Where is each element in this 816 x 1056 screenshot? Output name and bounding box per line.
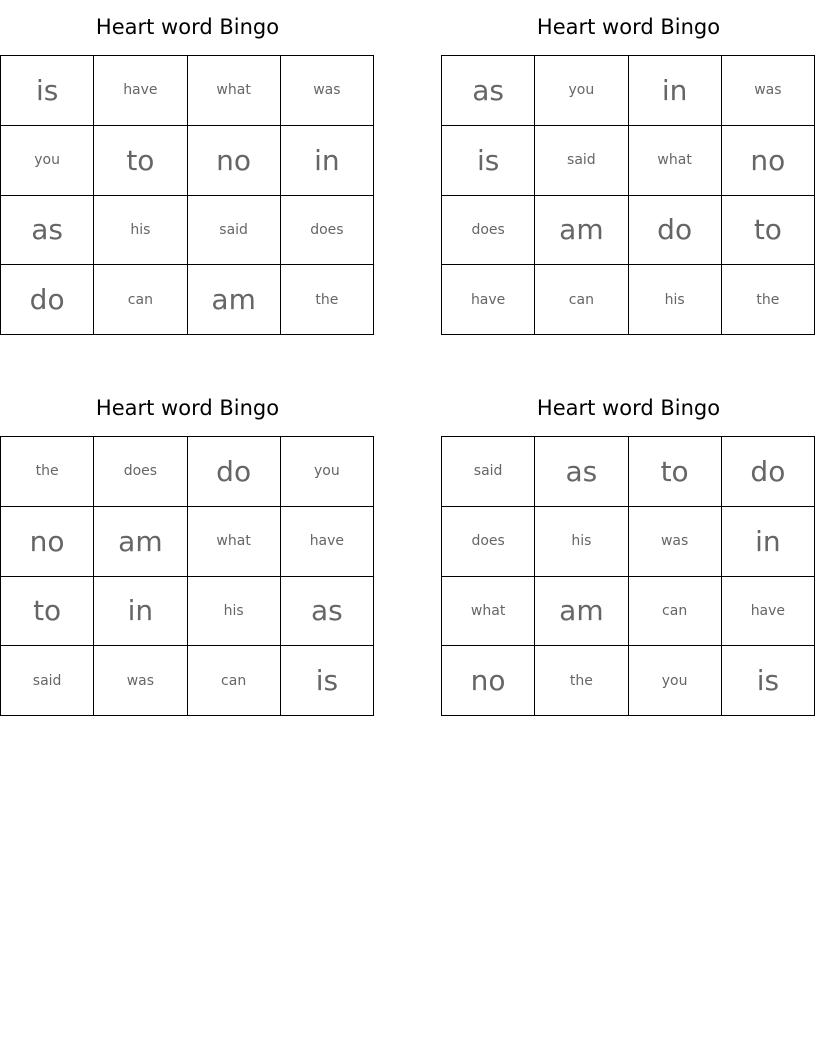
bingo-cell: no [188,126,281,196]
bingo-cell: do [722,437,815,507]
bingo-card-4 [441,381,816,698]
card-title: Heart word Bingo [536,396,721,420]
bingo-cell: in [281,126,374,196]
bingo-cell: have [94,56,187,126]
bingo-cell: the [1,437,94,507]
bingo-cell: in [629,56,722,126]
bingo-cell: is [281,646,374,716]
bingo-cell: to [629,437,722,507]
bingo-cell: am [94,507,187,577]
bingo-cell: you [629,646,722,716]
bingo-cell: said [188,196,281,266]
bingo-cell: in [94,577,187,647]
bingo-cell: as [1,196,94,266]
bingo-cell: what [442,577,535,647]
bingo-cell: as [535,437,628,507]
bingo-cell: said [1,646,94,716]
bingo-grid [441,55,815,335]
bingo-cell: his [94,196,187,266]
bingo-cell: the [722,265,815,335]
bingo-cell: have [442,265,535,335]
bingo-cell: as [281,577,374,647]
card-title: Heart word Bingo [95,15,280,39]
bingo-cell: his [629,265,722,335]
bingo-cell: you [535,56,628,126]
bingo-cell: said [535,126,628,196]
bingo-cell: am [535,577,628,647]
bingo-cell: to [94,126,187,196]
bingo-cell: does [281,196,374,266]
bingo-grid [0,55,374,335]
bingo-card-1 [0,0,375,317]
bingo-cell: his [535,507,628,577]
bingo-cell: what [188,507,281,577]
bingo-cell: does [442,196,535,266]
bingo-cell: you [281,437,374,507]
bingo-cell: was [722,56,815,126]
bingo-cell: in [722,507,815,577]
bingo-cell: the [535,646,628,716]
card-title: Heart word Bingo [95,396,280,420]
bingo-cell: do [1,265,94,335]
bingo-cell: to [1,577,94,647]
bingo-card-3 [0,381,375,698]
bingo-cell: was [629,507,722,577]
card-title: Heart word Bingo [536,15,721,39]
bingo-cell: have [722,577,815,647]
bingo-cell: his [188,577,281,647]
bingo-cell: is [442,126,535,196]
bingo-cell: you [1,126,94,196]
bingo-cell: the [281,265,374,335]
bingo-cell: can [629,577,722,647]
bingo-cell: is [1,56,94,126]
bingo-grid [441,436,815,716]
bingo-cell: am [535,196,628,266]
bingo-cell: was [281,56,374,126]
bingo-cell: said [442,437,535,507]
bingo-cell: was [94,646,187,716]
bingo-cell: no [722,126,815,196]
bingo-cell: do [629,196,722,266]
bingo-cell: no [442,646,535,716]
bingo-cell: do [188,437,281,507]
bingo-cell: is [722,646,815,716]
bingo-cell: does [442,507,535,577]
bingo-cell: what [629,126,722,196]
bingo-cell: have [281,507,374,577]
bingo-card-2 [441,0,816,308]
bingo-cell: am [188,265,281,335]
bingo-cell: what [188,56,281,126]
bingo-cell: as [442,56,535,126]
bingo-cell: can [188,646,281,716]
bingo-grid [0,436,374,716]
bingo-cell: to [722,196,815,266]
bingo-cell: can [94,265,187,335]
bingo-cell: no [1,507,94,577]
bingo-cell: does [94,437,187,507]
bingo-cell: can [535,265,628,335]
